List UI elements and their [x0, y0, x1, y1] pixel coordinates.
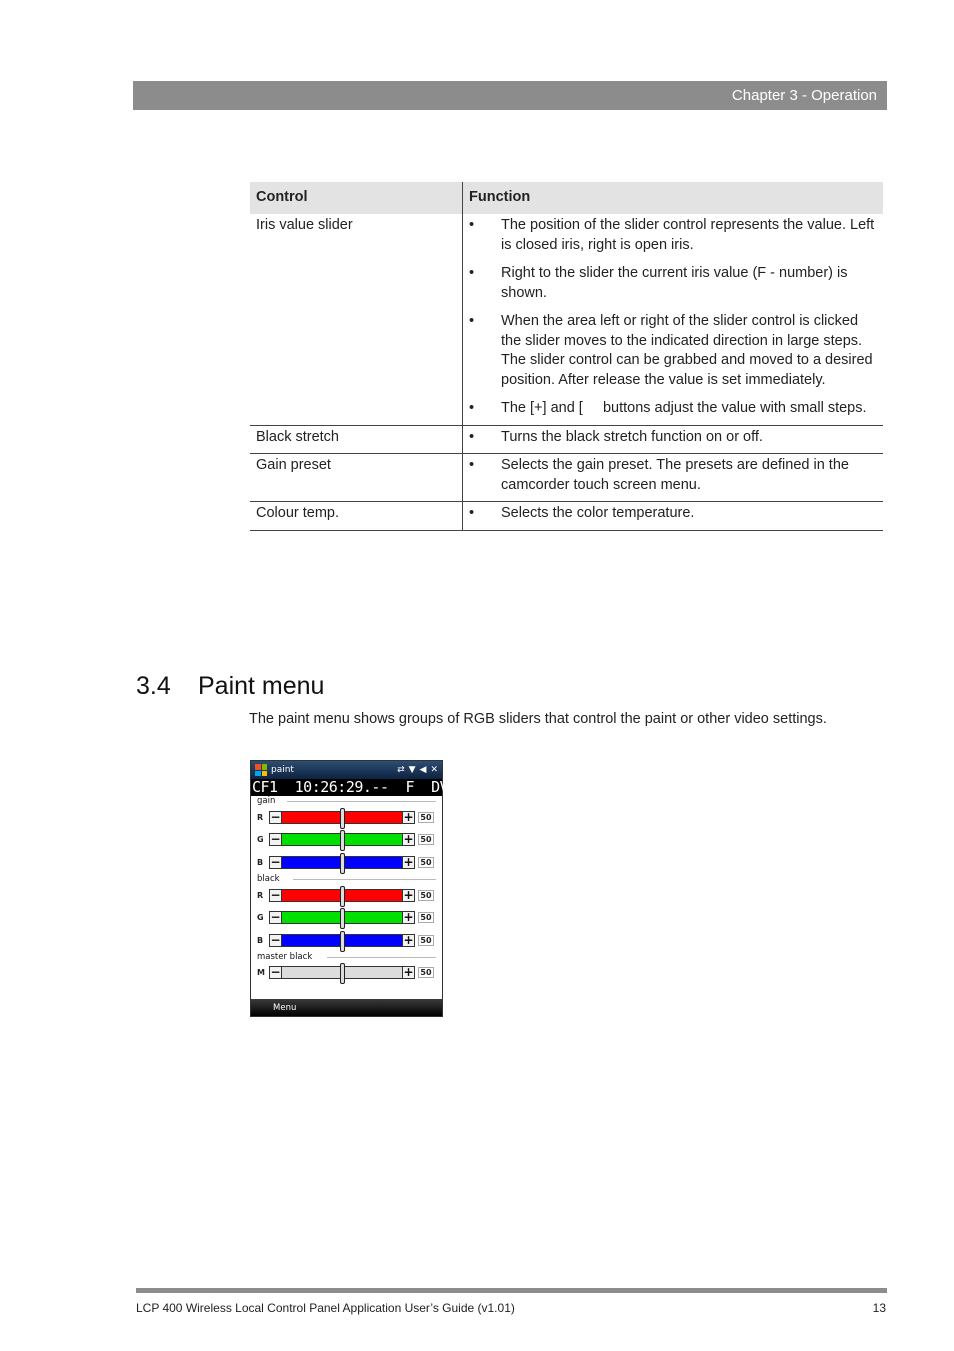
- column-header-control: Control: [250, 182, 463, 214]
- slider-group-label: master black: [257, 952, 442, 962]
- slider-value: 50: [418, 912, 434, 923]
- function-cell: [463, 502, 884, 531]
- increase-button[interactable]: +: [403, 832, 414, 847]
- device-title-bar: [251, 761, 442, 779]
- increase-button[interactable]: +: [403, 809, 414, 824]
- decrease-button[interactable]: −: [270, 832, 281, 847]
- slider-value: 50: [418, 890, 434, 901]
- signal-icon: ▼: [408, 765, 416, 775]
- slider-thumb[interactable]: [340, 886, 345, 907]
- channel-label: R: [257, 890, 264, 900]
- bullet-item: • Right to the slider the current iris value (F - number) is shown.: [469, 264, 877, 303]
- slider-track[interactable]: [282, 934, 402, 947]
- footer-document-title: LCP 400 Wireless Local Control Panel Application User’s Guide (v1.01): [136, 1301, 515, 1315]
- bullet-item: • Turns the black stretch function on or off.: [469, 428, 877, 448]
- function-cell: [463, 425, 884, 454]
- device-menu-bar: [251, 999, 442, 1016]
- channel-label: M: [257, 968, 265, 978]
- bullet-text: Turns the black stretch function on or off.: [501, 428, 763, 445]
- bullet-item: • The [+] and [ buttons adjust the value with small steps.: [469, 399, 877, 419]
- slider-value: 50: [418, 834, 434, 845]
- table-header-row: [250, 182, 883, 214]
- control-cell: Black stretch: [250, 425, 463, 454]
- bullet-item: • Selects the color temperature.: [469, 504, 877, 524]
- slider-row: [251, 806, 442, 829]
- bullet-text: The [+] and [ buttons adjust the value with small steps.: [501, 400, 867, 416]
- table-row: [250, 454, 883, 502]
- increase-button[interactable]: +: [403, 854, 414, 869]
- section-number: 3.4: [136, 672, 171, 700]
- close-icon[interactable]: ✕: [430, 765, 438, 775]
- slider-track[interactable]: [282, 856, 402, 869]
- menu-softkey[interactable]: Menu: [273, 1002, 297, 1013]
- slider-track[interactable]: [282, 811, 402, 824]
- channel-label: G: [257, 913, 264, 923]
- page-number: 13: [872, 1301, 886, 1315]
- slider-row: [251, 906, 442, 929]
- bullet-text: The position of the slider control represents the value. Left is closed iris, right is open iris.: [501, 217, 875, 253]
- increase-button[interactable]: +: [403, 887, 414, 902]
- slider-value: 50: [418, 812, 434, 823]
- slider-track[interactable]: [282, 911, 402, 924]
- bullet-text: Selects the gain preset. The presets are defined in the camcorder touch screen menu.: [501, 457, 849, 493]
- bullet-item: • The position of the slider control represents the value. Left is closed iris, right is open iris.: [469, 216, 877, 255]
- channel-label: G: [257, 835, 264, 845]
- decrease-button[interactable]: −: [270, 887, 281, 902]
- table-row: [250, 214, 883, 425]
- chapter-title: Chapter 3 - Operation: [731, 87, 877, 104]
- section-title: Paint menu: [198, 672, 325, 700]
- slider-group-label: black: [257, 874, 442, 884]
- function-cell: [463, 454, 884, 502]
- table-row: [250, 502, 883, 531]
- control-cell: Iris value slider: [250, 214, 463, 425]
- slider-thumb[interactable]: [340, 808, 345, 829]
- device-title: paint: [271, 765, 294, 775]
- increase-button[interactable]: +: [403, 965, 414, 980]
- slider-value: 50: [418, 857, 434, 868]
- slider-row: [251, 829, 442, 852]
- slider-groups: [251, 796, 442, 984]
- bullet-text: Right to the slider the current iris value (F - number) is shown.: [501, 265, 848, 301]
- channel-label: B: [257, 935, 264, 945]
- slider-thumb[interactable]: [340, 908, 345, 929]
- paint-menu-screenshot: [250, 760, 466, 1017]
- slider-group-label: gain: [257, 796, 442, 806]
- control-function-table: [250, 182, 883, 531]
- bullet-text: When the area left or right of the slider control is clicked the slider moves to the indicated direction in large steps. The slider control can be grabbed and moved to a desired position. After release the value is set immediately.: [501, 313, 873, 388]
- chapter-header: [133, 81, 887, 110]
- slider-row: [251, 962, 442, 985]
- section-paragraph: The paint menu shows groups of RGB sliders that control the paint or other video settings.: [249, 711, 827, 727]
- windows-start-icon[interactable]: [255, 764, 267, 776]
- slider-row: [251, 851, 442, 874]
- decrease-button[interactable]: −: [270, 910, 281, 925]
- slider-row: [251, 929, 442, 952]
- slider-thumb[interactable]: [340, 931, 345, 952]
- control-cell: Colour temp.: [250, 502, 463, 531]
- camera-status-line: CF1 10:26:29.-- F DV25: [252, 778, 466, 796]
- slider-row: [251, 884, 442, 907]
- slider-track[interactable]: [282, 833, 402, 846]
- decrease-button[interactable]: −: [270, 932, 281, 947]
- channel-label: B: [257, 857, 264, 867]
- increase-button[interactable]: +: [403, 932, 414, 947]
- bullet-text: Selects the color temperature.: [501, 505, 695, 521]
- decrease-button[interactable]: −: [270, 965, 281, 980]
- decrease-button[interactable]: −: [270, 809, 281, 824]
- slider-value: 50: [418, 935, 434, 946]
- footer-rule: [136, 1288, 887, 1293]
- channel-label: R: [257, 812, 264, 822]
- speaker-mute-icon[interactable]: ◀: [419, 765, 427, 775]
- slider-thumb[interactable]: [340, 853, 345, 874]
- bullet-item: • Selects the gain preset. The presets are defined in the camcorder touch screen menu.: [469, 456, 877, 495]
- slider-thumb[interactable]: [340, 963, 345, 984]
- sync-icon: ⇄: [397, 765, 405, 775]
- decrease-button[interactable]: −: [270, 854, 281, 869]
- increase-button[interactable]: +: [403, 910, 414, 925]
- slider-track[interactable]: [282, 889, 402, 902]
- column-header-function: Function: [463, 182, 884, 214]
- section-heading: [136, 672, 324, 701]
- bullet-item: • When the area left or right of the slider control is clicked the slider moves to the indicated direction in large steps. The slider control can be grabbed and moved to a desired position. After release the value is set immediately.: [469, 312, 877, 390]
- control-cell: Gain preset: [250, 454, 463, 502]
- function-cell: [463, 214, 884, 425]
- table-row: [250, 425, 883, 454]
- slider-thumb[interactable]: [340, 830, 345, 851]
- slider-value: 50: [418, 967, 434, 978]
- slider-track[interactable]: [282, 966, 402, 979]
